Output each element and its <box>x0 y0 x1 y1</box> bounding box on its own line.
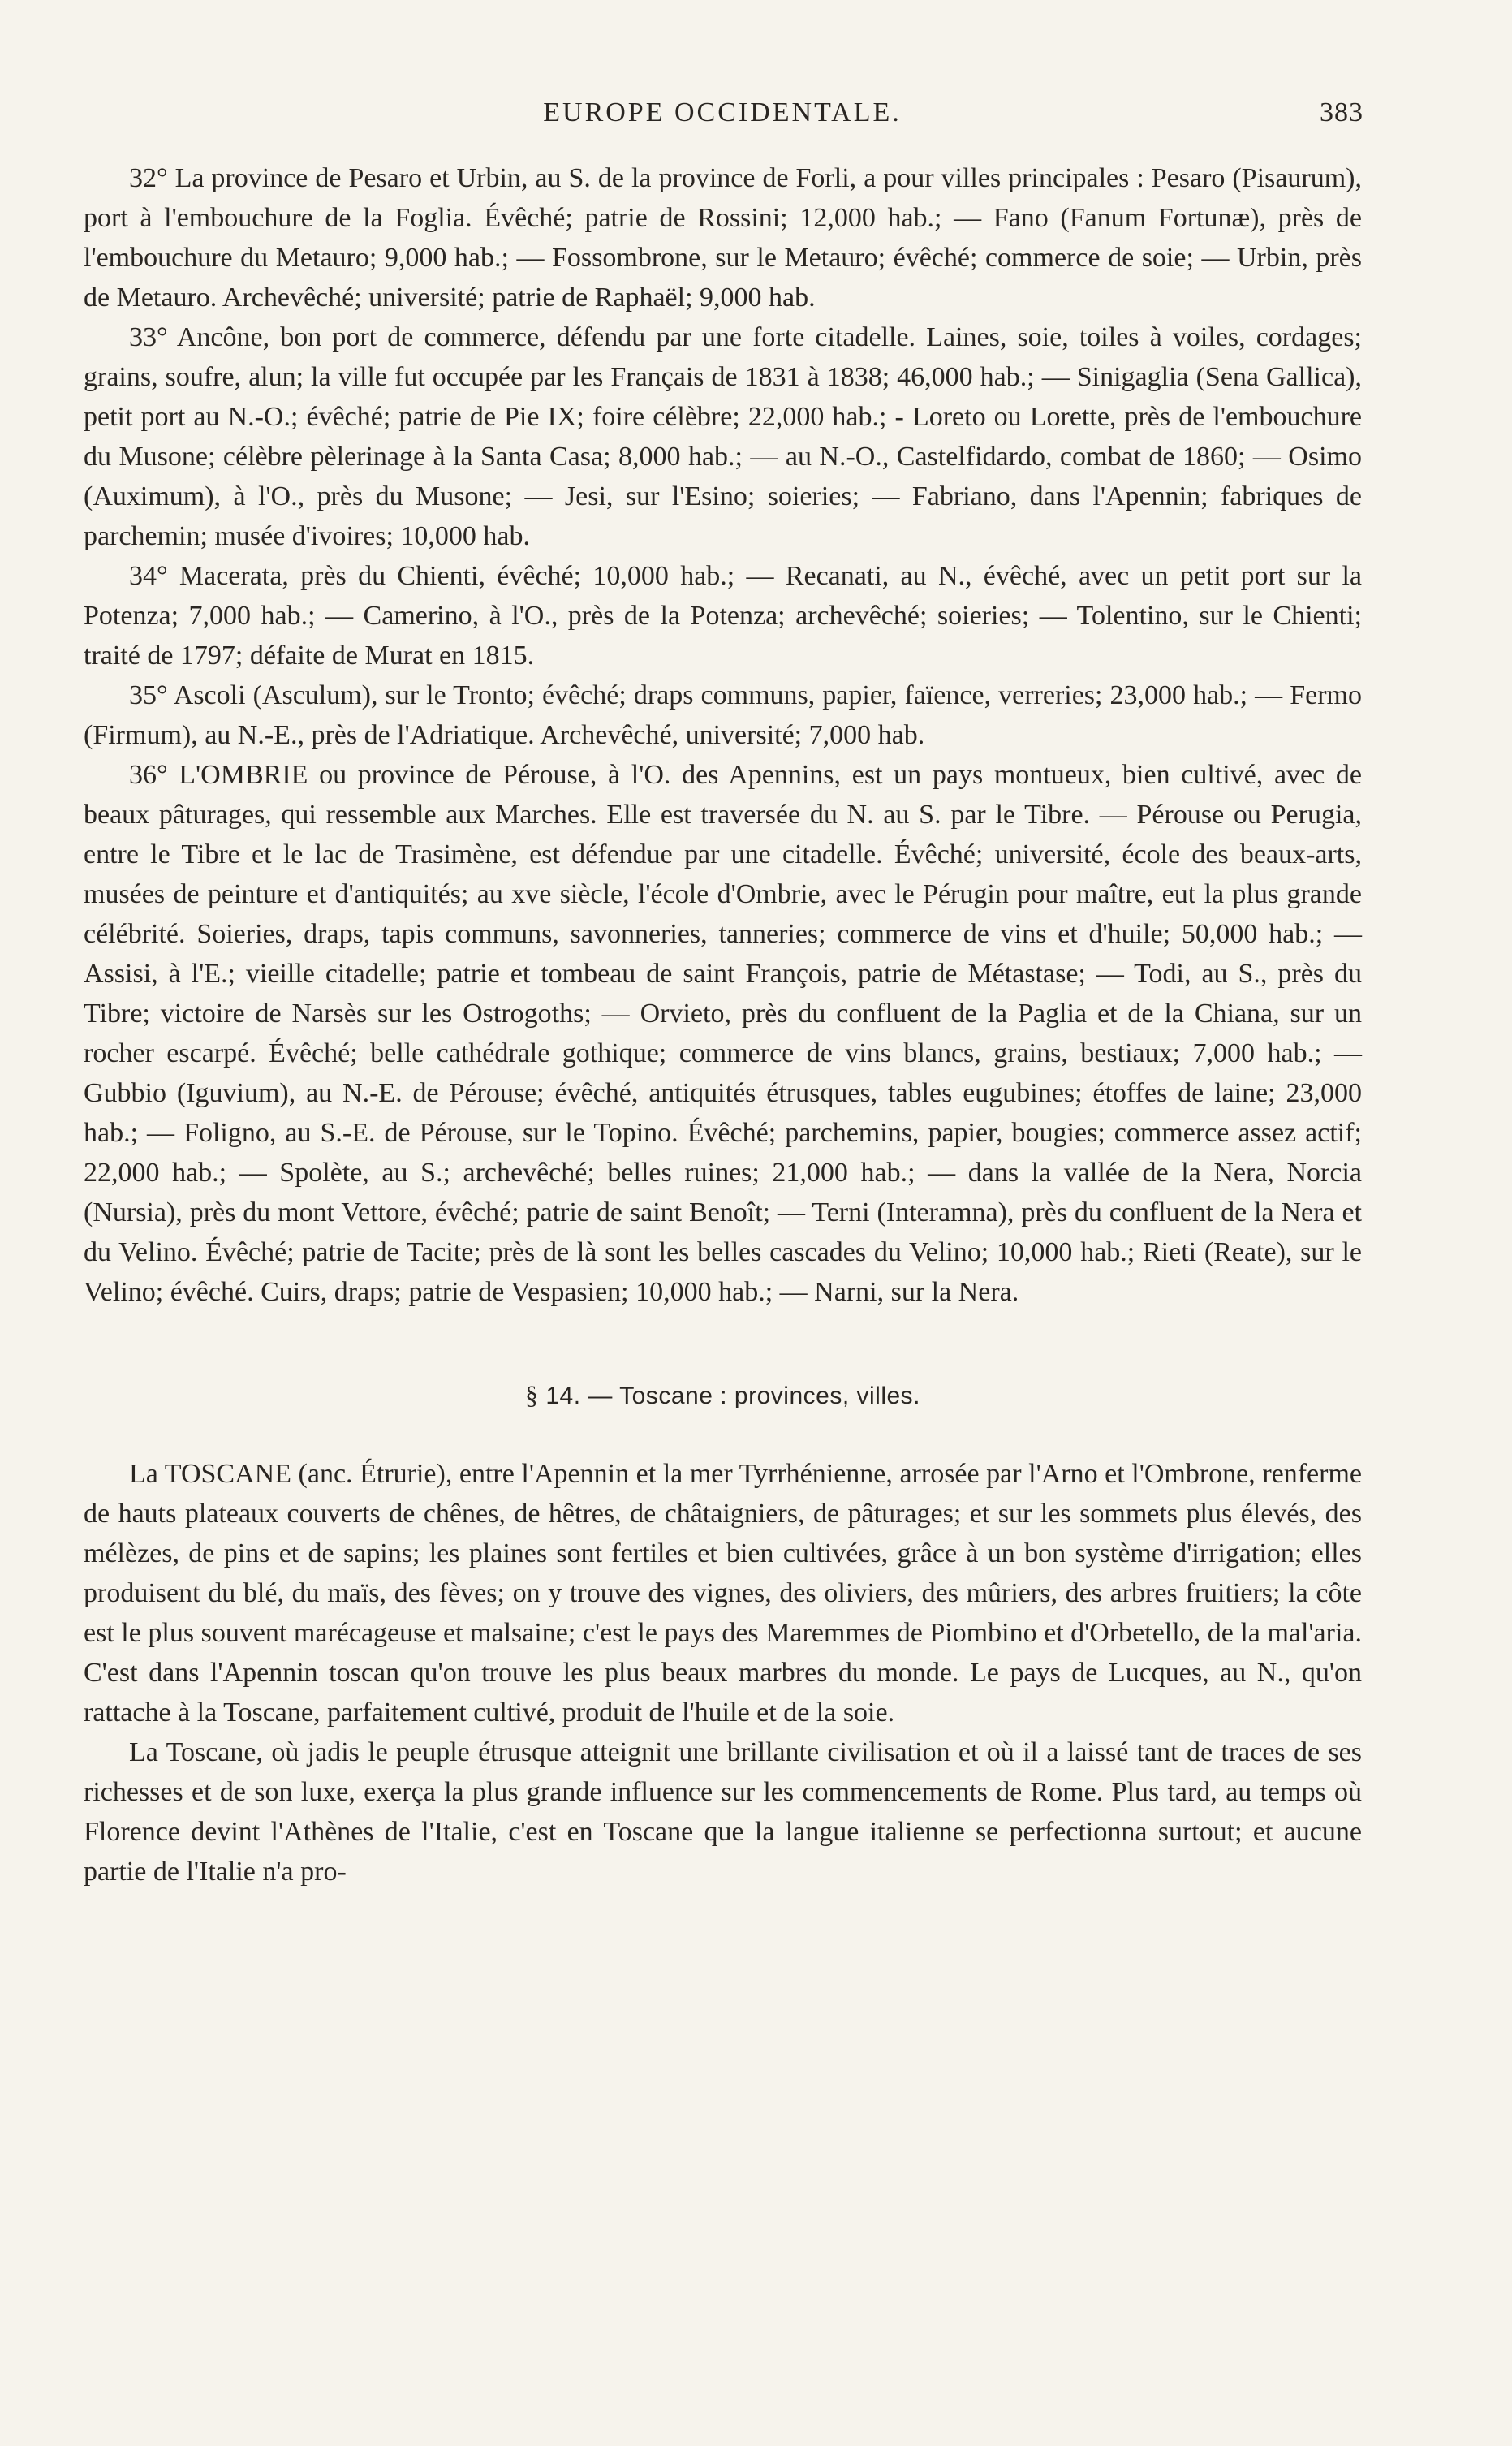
running-head <box>81 97 1363 138</box>
paragraph-toscane-1-text: La TOSCANE (anc. Étrurie), entre l'Apennin et la mer Tyrrhénienne, arrosée par l'Arno et l'Ombrone, renferme de hauts plateaux couverts de chênes, de hêtres, de châtaigniers, de pâturages; et sur les sommets plus élevés, des mélèzes, de pins et de sapins; les plaines sont fertiles et bien cultivées, grâce à un bon système d'irrigation; elles produisent du blé, du maïs, des fèves; on y trouve des vignes, des oliviers, des mûriers, des arbres fruitiers; la côte est le plus souvent marécageuse et malsaine; c'est le pays des Maremmes de Piombino et d'Orbetello, de la mal'aria. C'est dans l'Apennin toscan qu'on trouve les plus beaux marbres du monde. Le pays de Lucques, au N., qu'on rattache à la Toscane, parfaitement cultivé, produit de l'huile et de la soie. <box>84 1459 1362 1728</box>
page-number: 383 <box>1320 97 1363 127</box>
section-heading <box>84 1380 1362 1410</box>
body-text <box>84 158 1362 1892</box>
paragraph-35 <box>84 675 1362 755</box>
paragraph-36-text: 36° L'OMBRIE ou province de Pérouse, à l'O. des Apennins, est un pays montueux, bien cultivé, avec de beaux pâturages, qui ressemble aux Marches. Elle est traversée du N. au S. par le Tibre. — Pérouse ou Perugia, entre le Tibre et le lac de Trasimène, est défendue par une citadelle. Évêché; université, école des beaux-arts, musées de peinture et d'antiquités; au xve siècle, l'école d'Ombrie, avec le Pérugin pour maître, eut la plus grande célébrité. Soieries, draps, tapis communs, savonneries, tanneries; commerce de vins et d'huile; 50,000 hab.; — Assisi, à l'E.; vieille citadelle; patrie et tombeau de saint François, patrie de Métastase; — Todi, au S., près du Tibre; victoire de Narsès sur les Ostrogoths; — Orvieto, près du confluent de la Paglia et de la Chiana, sur un rocher escarpé. Évêché; belle cathédrale gothique; commerce de vins blancs, grains, bestiaux; 7,000 hab.; — Gubbio (Iguvium), au N.-E. de Pérouse; évêché, antiquités étrusques, tables eugubines; étoffes de laine; 23,000 hab.; — Foligno, au S.-E. de Pérouse, sur le Topino. Évêché; parchemins, papier, bougies; commerce assez actif; 22,000 hab.; — Spolète, au S.; archevêché; belles ruines; 21,000 hab.; — dans la vallée de la Nera, Norcia (Nursia), près du mont Vettore, évêché; patrie de saint Benoît; — Terni (Interamna), près du confluent de la Nera et du Velino. Évêché; patrie de Tacite; près de là sont les belles cascades du Velino; 10,000 hab.; Rieti (Reate), sur le Velino; évêché. Cuirs, draps; patrie de Vespasien; 10,000 hab.; — Narni, sur la Nera. <box>84 760 1362 1307</box>
section-heading-text: 14. — Toscane : provinces, villes. <box>545 1383 920 1409</box>
running-title: EUROPE OCCIDENTALE. <box>543 97 902 127</box>
paragraph-toscane-2 <box>84 1732 1362 1892</box>
paragraph-32-text: 32° La province de Pesaro et Urbin, au S. de la province de Forli, a pour villes principales : Pesaro (Pisaurum), port à l'embouchure de la Foglia. Évêché; patrie de Rossini; 12,000 hab.; — Fano (Fanum Fortunæ), près de l'embouchure du Metauro; 9,000 hab.; — Fossombrone, sur le Metauro; évêché; commerce de soie; — Urbin, près de Metauro. Archevêché; université; patrie de Raphaël; 9,000 hab. <box>84 163 1362 313</box>
paragraph-34-text: 34° Macerata, près du Chienti, évêché; 10,000 hab.; — Recanati, au N., évêché, avec un petit port sur la Potenza; 7,000 hab.; — Camerino, à l'O., près de la Potenza; archevêché; soieries; — Tolentino, sur le Chienti; traité de 1797; défaite de Murat en 1815. <box>84 561 1362 671</box>
section-symbol: § <box>525 1380 539 1409</box>
paragraph-32 <box>84 158 1362 317</box>
paragraph-toscane-1 <box>84 1454 1362 1732</box>
paragraph-34 <box>84 556 1362 675</box>
paragraph-toscane-2-text: La Toscane, où jadis le peuple étrusque atteignit une brillante civilisation et où il a laissé tant de traces de ses richesses et de son luxe, exerça la plus grande influence sur les commencements de Rome. Plus tard, au temps où Florence devint l'Athènes de l'Italie, c'est en Toscane que la langue italienne se perfectionna surtout; et aucune partie de l'Italie n'a pro- <box>84 1737 1362 1887</box>
paragraph-35-text: 35° Ascoli (Asculum), sur le Tronto; évêché; draps communs, papier, faïence, verreries; 23,000 hab.; — Fermo (Firmum), au N.-E., près de l'Adriatique. Archevêché, université; 7,000 hab. <box>84 680 1362 750</box>
paragraph-33 <box>84 317 1362 556</box>
paragraph-33-text: 33° Ancône, bon port de commerce, défendu par une forte citadelle. Laines, soie, toiles à voiles, cordages; grains, soufre, alun; la ville fut occupée par les Français de 1831 à 1838; 46,000 hab.; — Sinigaglia (Sena Gallica), petit port au N.-O.; évêché; patrie de Pie IX; foire célèbre; 22,000 hab.; - Loreto ou Lorette, près de l'embouchure du Musone; célèbre pèlerinage à la Santa Casa; 8,000 hab.; — au N.-O., Castelfidardo, combat de 1860; — Osimo (Auximum), à l'O., près du Musone; — Jesi, sur l'Esino; soieries; — Fabriano, dans l'Apennin; fabriques de parchemin; musée d'ivoires; 10,000 hab. <box>84 322 1362 551</box>
paragraph-36 <box>84 755 1362 1312</box>
